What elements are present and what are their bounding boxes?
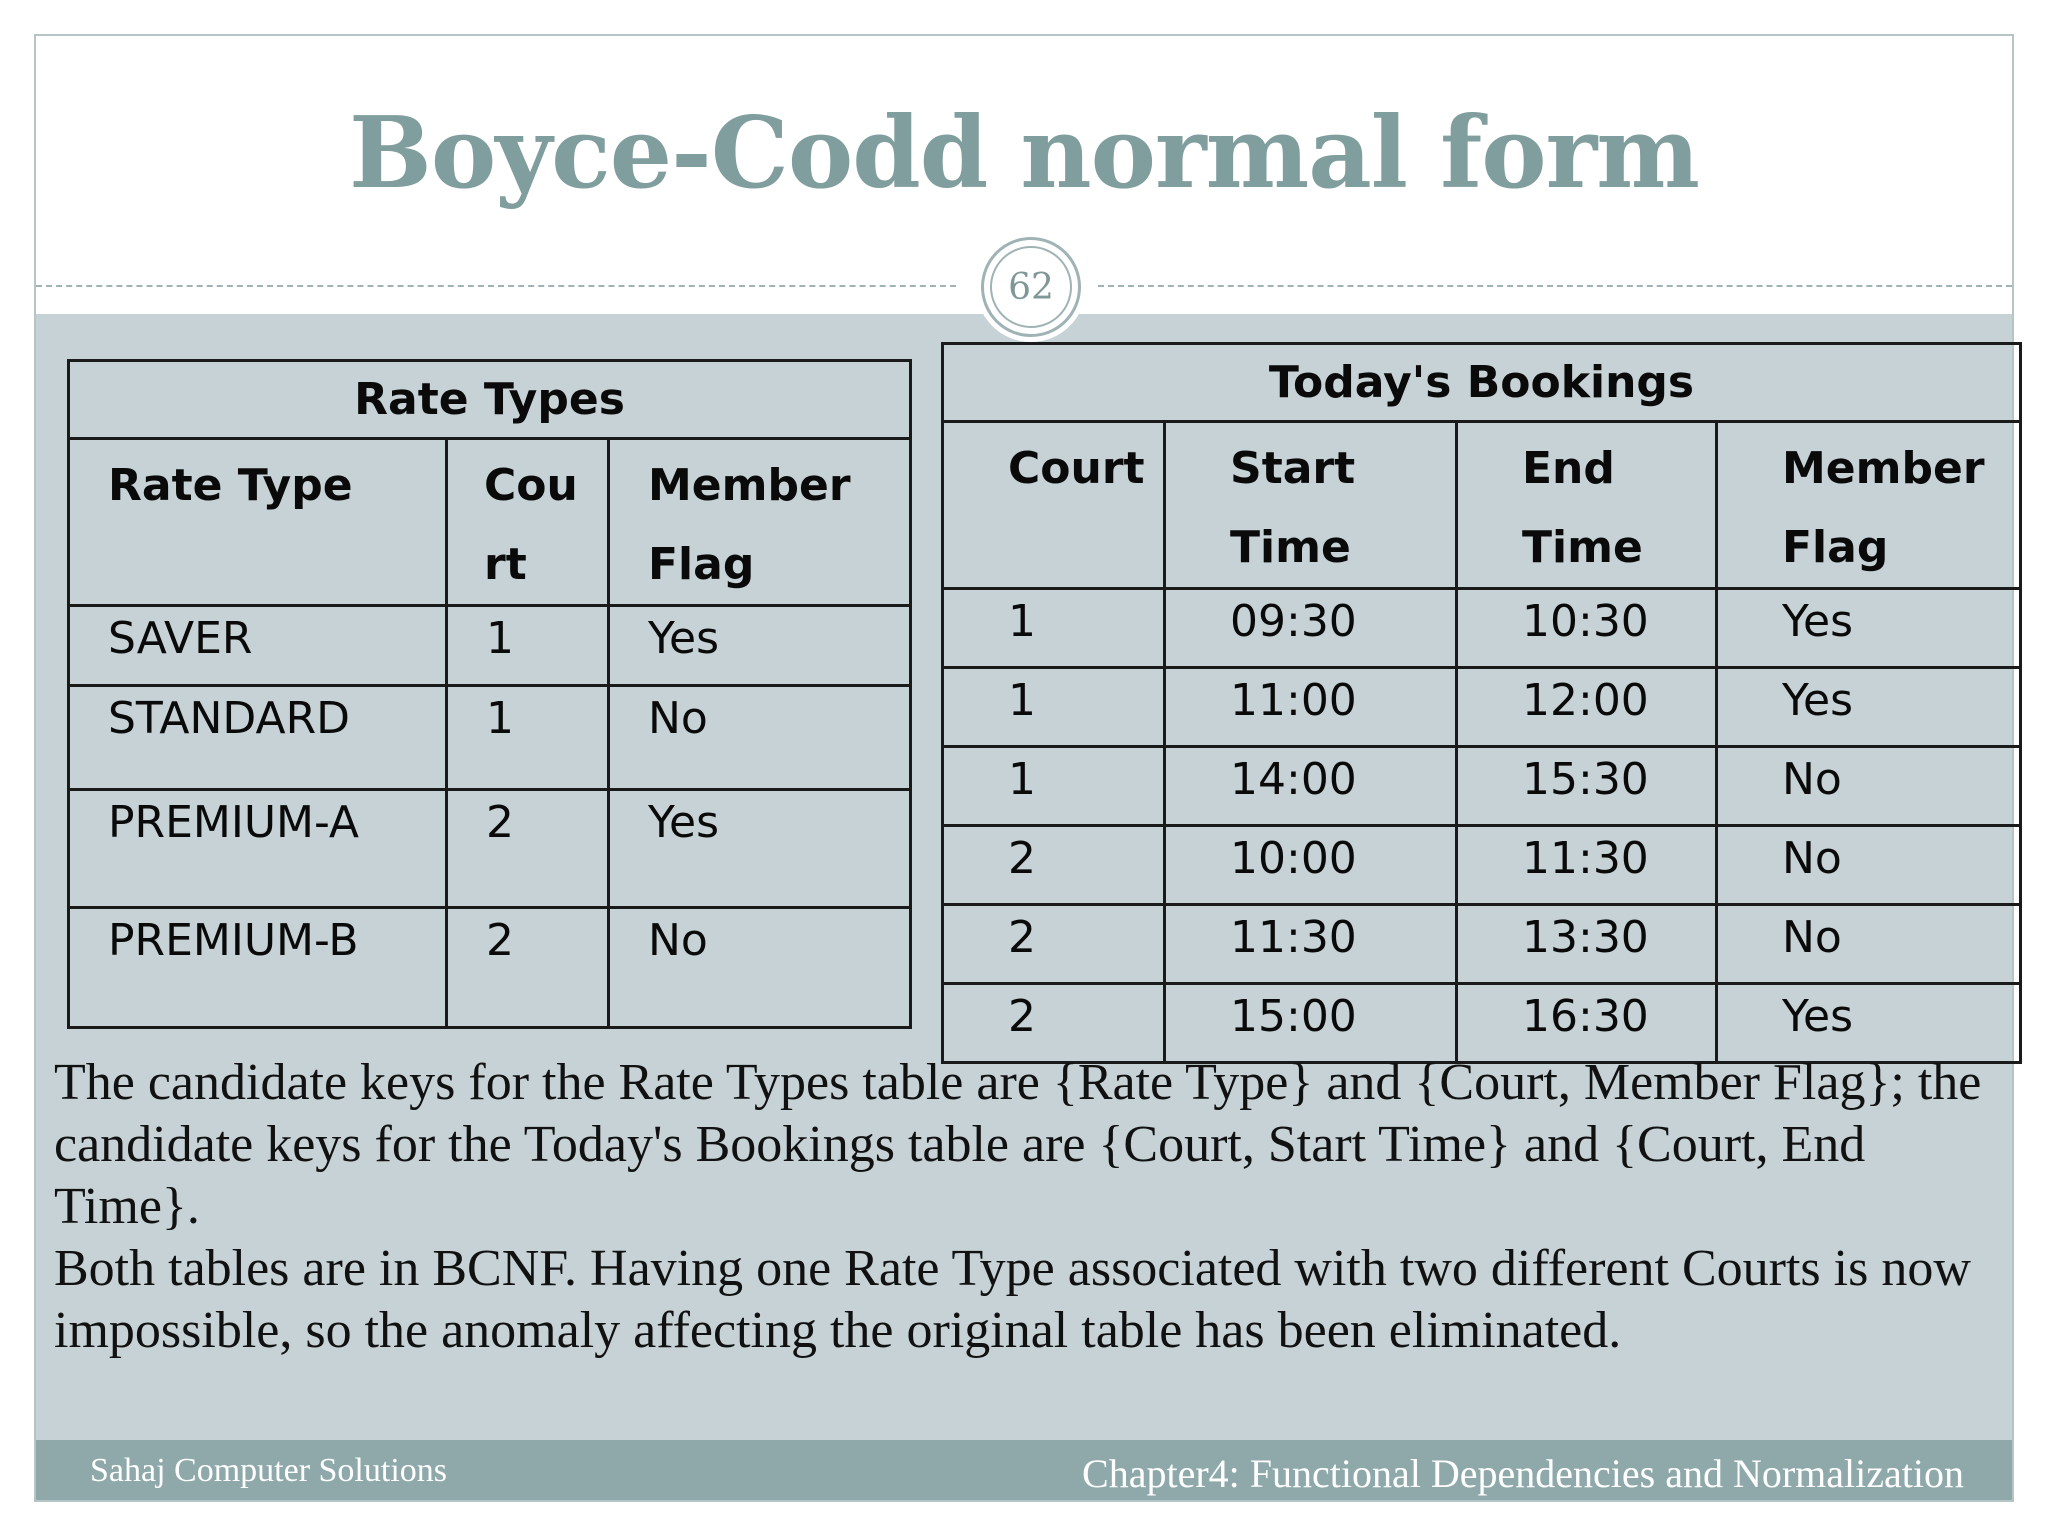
table-cell: SAVER <box>69 606 447 686</box>
header-start-time: Start Time <box>1165 422 1457 589</box>
header-member-flag: Member Flag <box>1717 422 2021 589</box>
table-cell: 11:00 <box>1165 668 1457 747</box>
table-cell: 13:30 <box>1457 905 1717 984</box>
table-cell: 15:00 <box>1165 984 1457 1063</box>
table-row <box>69 908 911 1028</box>
table-cell: No <box>1717 747 2021 826</box>
table-row <box>943 826 2021 905</box>
explanation-paragraph-2: Both tables are in BCNF. Having one Rate Type associated with two different Courts is now impossible, so the anomaly affecting the original table has been eliminated. <box>54 1240 1971 1359</box>
footer-organization: Sahaj Computer Solutions <box>90 1452 447 1489</box>
table-cell: 09:30 <box>1165 589 1457 668</box>
table-row <box>943 747 2021 826</box>
divider-left <box>36 285 956 287</box>
table-row <box>943 589 2021 668</box>
page-number-badge: 62 <box>990 246 1072 328</box>
table-cell: Yes <box>1717 668 2021 747</box>
table-cell: 11:30 <box>1165 905 1457 984</box>
header-rate-type: Rate Type <box>69 439 447 606</box>
header-court: Court <box>943 422 1165 589</box>
table-cell: 2 <box>943 826 1165 905</box>
table-cell: 1 <box>943 747 1165 826</box>
rate-types-caption: Rate Types <box>69 361 911 439</box>
table-cell: No <box>609 908 911 1028</box>
explanation-text <box>54 1052 2014 1362</box>
table-cell: PREMIUM-B <box>69 908 447 1028</box>
table-cell: Yes <box>1717 984 2021 1063</box>
table-cell: 11:30 <box>1457 826 1717 905</box>
table-row <box>69 686 911 790</box>
table-cell: 2 <box>447 908 609 1028</box>
table-cell: Yes <box>609 606 911 686</box>
table-cell: 2 <box>447 790 609 908</box>
table-cell: 2 <box>943 905 1165 984</box>
explanation-paragraph-1: The candidate keys for the Rate Types table are {Rate Type} and {Court, Member Flag}; the candidate keys for the Today's Bookings table are {Court, Start Time} and {Court, End Time}. <box>54 1054 1982 1235</box>
table-cell: Yes <box>609 790 911 908</box>
table-cell: 16:30 <box>1457 984 1717 1063</box>
header-court: Cou rt <box>447 439 609 606</box>
divider-right <box>1098 285 2012 287</box>
table-cell: 14:00 <box>1165 747 1457 826</box>
table-cell: 1 <box>943 668 1165 747</box>
table-cell: 1 <box>447 686 609 790</box>
table-row <box>69 606 911 686</box>
header-end-time: End Time <box>1457 422 1717 589</box>
todays-bookings-table <box>941 342 2022 1064</box>
table-cell: PREMIUM-A <box>69 790 447 908</box>
table-row <box>943 905 2021 984</box>
rate-types-table <box>67 359 912 1029</box>
table-cell: 15:30 <box>1457 747 1717 826</box>
table-cell: STANDARD <box>69 686 447 790</box>
table-row <box>943 668 2021 747</box>
table-row <box>69 790 911 908</box>
table-cell: Yes <box>1717 589 2021 668</box>
table-cell: 10:00 <box>1165 826 1457 905</box>
table-cell: 10:30 <box>1457 589 1717 668</box>
table-cell: No <box>609 686 911 790</box>
todays-bookings-caption: Today's Bookings <box>943 344 2021 422</box>
table-row <box>943 984 2021 1063</box>
footer-chapter: Chapter4: Functional Dependencies and Normalization <box>1082 1451 1964 1496</box>
table-cell: 2 <box>943 984 1165 1063</box>
table-cell: No <box>1717 826 2021 905</box>
slide-title: Boyce-Codd normal form <box>349 96 1699 211</box>
header-member-flag: Member Flag <box>609 439 911 606</box>
table-cell: 1 <box>943 589 1165 668</box>
table-cell: No <box>1717 905 2021 984</box>
table-cell: 1 <box>447 606 609 686</box>
table-cell: 12:00 <box>1457 668 1717 747</box>
